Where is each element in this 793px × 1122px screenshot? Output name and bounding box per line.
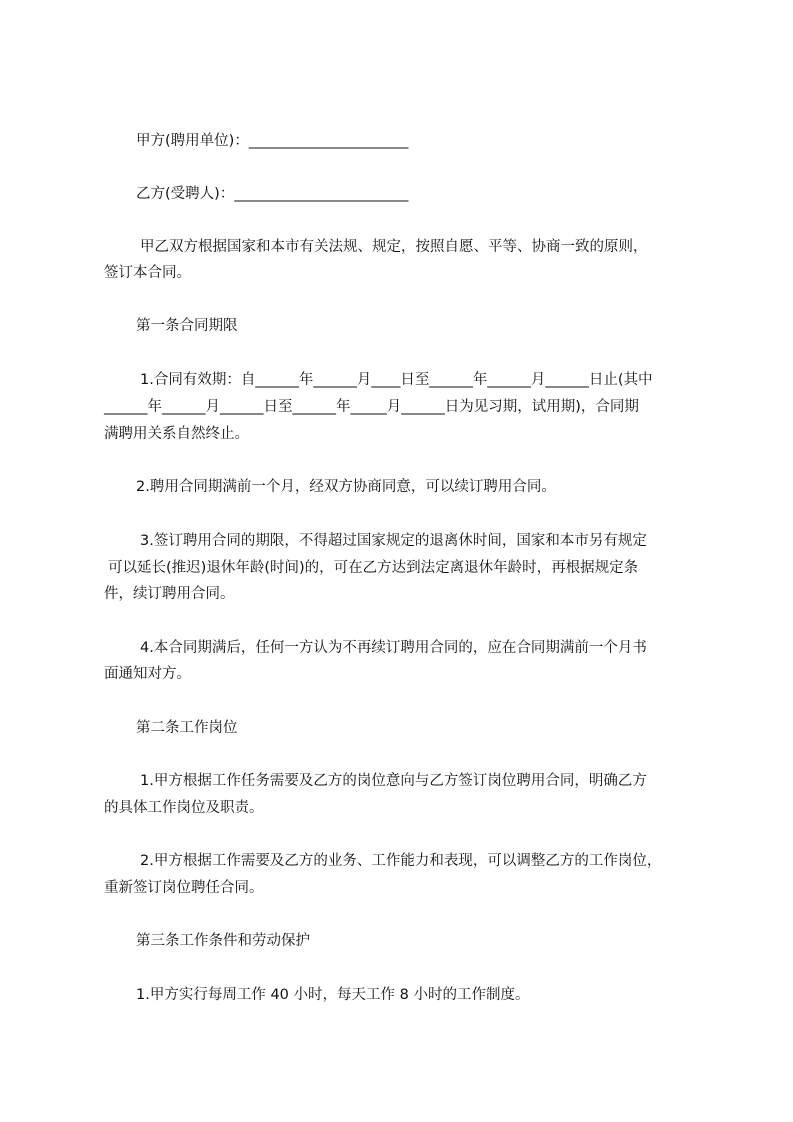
article-2-clause-1-line-1: 1.甲方根据工作任务需要及乙方的岗位意向与乙方签订岗位聘用合同，明确乙方 — [140, 773, 647, 789]
article-1-clause-4-line-2: 面通知对方。 — [104, 666, 191, 682]
article-3-title: 第三条工作条件和劳动保护 — [136, 933, 310, 949]
article-1-clause-1-line-2: ______年______月______日至______年_____月______日为见习期，试用期)，合同期 — [104, 399, 639, 415]
intro-line-2: 签订本合同。 — [104, 265, 191, 281]
article-3-clause-1: 1.甲方实行每周工作 40 小时，每天工作 8 小时的工作制度。 — [136, 987, 530, 1003]
article-1-clause-3-line-2: 可以延长(推迟)退休年龄(时间)的，可在乙方达到法定离退休年龄时，再根据规定条 — [108, 560, 639, 576]
article-2-clause-2-line-1: 2.甲方根据工作需要及乙方的业务、工作能力和表现，可以调整乙方的工作岗位， — [140, 853, 662, 869]
article-1-clause-2: 2.聘用合同期满前一个月，经双方协商同意，可以续订聘用合同。 — [136, 479, 556, 495]
article-1-clause-1-line-3: 满聘用关系自然终止。 — [104, 426, 249, 442]
article-1-clause-3-line-1: 3.签订聘用合同的期限，不得超过国家规定的退离休时间，国家和本市另有规定 — [140, 533, 647, 549]
article-2-clause-1-line-2: 的具体工作岗位及职责。 — [104, 800, 264, 816]
article-1-clause-4-line-1: 4.本合同期满后，任何一方认为不再续订聘用合同的，应在合同期满前一个月书 — [140, 640, 647, 656]
party-a-line: 甲方(聘用单位)：______________________ — [136, 133, 409, 149]
article-1-title: 第一条合同期限 — [136, 318, 238, 334]
intro-line-1: 甲乙双方根据国家和本市有关法规、规定，按照自愿、平等、协商一致的原则， — [140, 239, 648, 255]
article-1-clause-1-line-1: 1.合同有效期：自______年______月____日至______年______月______日止(其中 — [140, 372, 653, 388]
article-1-clause-3-line-3: 件，续订聘用合同。 — [104, 586, 235, 602]
article-2-clause-2-line-2: 重新签订岗位聘任合同。 — [104, 880, 264, 896]
party-b-line: 乙方(受聘人)：________________________ — [136, 186, 409, 202]
article-2-title: 第二条工作岗位 — [136, 720, 238, 736]
